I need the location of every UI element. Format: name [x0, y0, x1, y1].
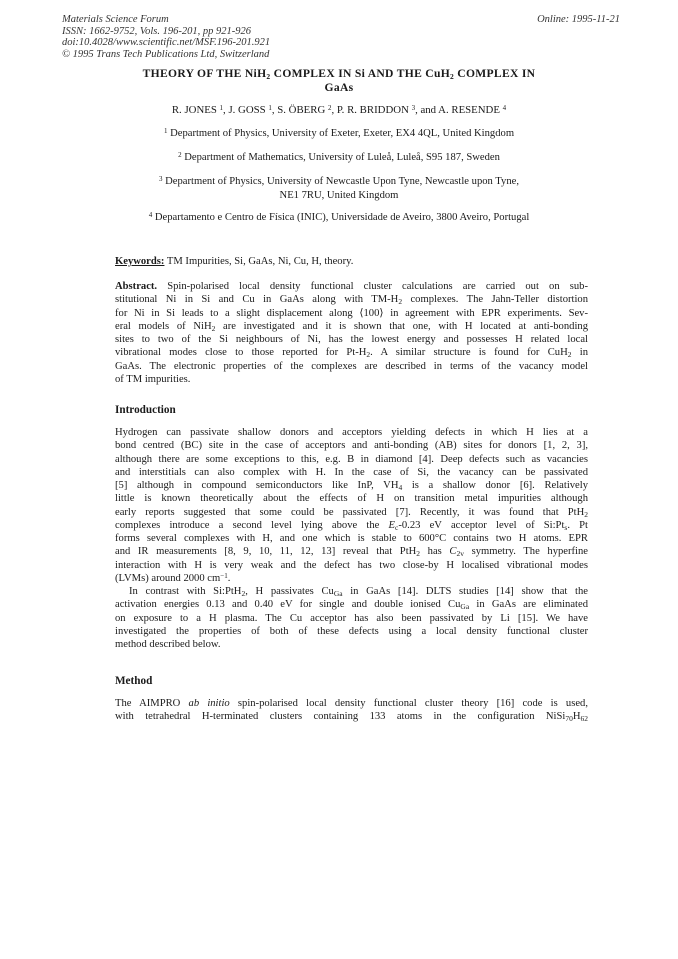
title-line-2: GaAs	[324, 81, 354, 94]
journal-name: Materials Science Forum	[62, 14, 169, 25]
abstract: Abstract. Spin-polarised local density functional cluster calculations are carried out on sub- stitutional Ni in Si and Cu in GaAs along with $TM-H_2$ complexes. The Jahn-Teller distortion for Ni in Si leads to a slight displacement along ⟨100⟩ in agreement with EPR experiments. Sev- eral models of NiH$_2$ are investigated and it is shown that one, with H located at anti-bonding sites to two of the Si neighbours of Ni, has the lowest energy and possesses H related local vibrational modes close to those reported for $Pt-H_2$. A similar structure is found for CuH$_2$ in GaAs. The electronic properties of the complexes are described in terms of the vacancy model of TM impurities.	[115, 281, 589, 385]
issn-line: ISSN: 1662-9752, Vols. 196-201, pp 921-926	[62, 25, 251, 37]
paper-title	[0, 67, 678, 95]
introduction-body: Hydrogen can passivate shallow donors and acceptors yielding defects in which H lies at a bond centred (BC) site in the case of acceptors and anti-bonding (AB) sites for donors [1, 2, 3], although there are some exceptions to this, e.g. B in diamond [4]. Deep defects such as vacancies and interstitials can also complex with H. In the case of Si, the vacancy can be passivated [5] although in compound semiconductors like InP, $VH_4$ is a shallow donor [6]. Relatively little is known theoretically about the effects of H on transition metal impurities although early reports suggested that some could be passivated [7]. Recently, it was found that PtH$_2$ complexes introduce a second level lying above the $E_c-0.23$ eV acceptor level of $Si:Pt_s$. Pt forms several complexes with H, and one which is stable to 600°C contains two H atoms. EPR and IR measurements [8, 9, 10, 11, 12, 13] reveal that PtH$_2$ has $C_{2v}$ symmetry. The hyperfine interaction with H is very weak and the defect has two close-by H localised vibrational modes (LVMs) around 2000 $cm^{-1}$. In contrast with Si:PtH$_2$, H passivates $Cu_{Ga}$ in GaAs [14]. DLTS studies [14] show that the activation energies 0.13 and 0.40 eV for single and double ionised $Cu_{Ga}$ in GaAs are eliminated on exposure to a H plasma. The Cu acceptor has also been passivated by Li [15]. We have investigated the properties of both of these defects using a local density functional cluster method described below.	[115, 427, 589, 650]
affiliation-2: $^2$ Department of Mathematics, University of Luleå, Luleå, S95 187, Sweden	[178, 151, 500, 163]
journal-header	[62, 14, 270, 60]
affiliation-1: $^1$ Department of Physics, University of Exeter, Exeter, EX4 4QL, United Kingdom	[163, 127, 515, 139]
abstract-label: Abstract.	[115, 281, 158, 292]
author-list: R. JONES $^1$, J. GOSS $^1$, S. ÖBERG $^2$, P. R. BRIDDON $^3$, and A. RESENDE $^4$	[171, 104, 507, 116]
copyright-line: © 1995 Trans Tech Publications Ltd, Switzerland	[62, 48, 270, 60]
doi-line: doi:10.4028/www.scientific.net/MSF.196-201.921	[62, 37, 271, 48]
keywords: Keywords: TM Impurities, Si, GaAs, Ni, Cu, H, theory.	[115, 256, 354, 267]
introduction-heading: Introduction	[115, 404, 176, 416]
online-date: Online: 1995-11-21	[537, 14, 620, 25]
title-line-1: THEORY OF THE NiH$_2$ COMPLEX IN Si AND THE CuH$_2$ COMPLEX IN	[142, 67, 536, 81]
affiliation-4: $^4$ Departamento e Centro de Física (INIC), Universidade de Aveiro, 3800 Aveiro, Portugal	[148, 211, 530, 223]
method-body: The AIMPRO ab initio spin-polarised local density functional cluster theory [16] code is used, with tetrahedral H-terminated clusters containing 133 atoms in the configuration $NiSi_{70}H_{62}$	[115, 698, 589, 724]
affiliation-3: $^3$ Department of Physics, University of Newcastle Upon Tyne, Newcastle upon Tyne, NE1 7RU, United Kingdom	[159, 175, 519, 201]
method-heading: Method	[115, 675, 153, 687]
keywords-label: Keywords:	[115, 256, 165, 267]
